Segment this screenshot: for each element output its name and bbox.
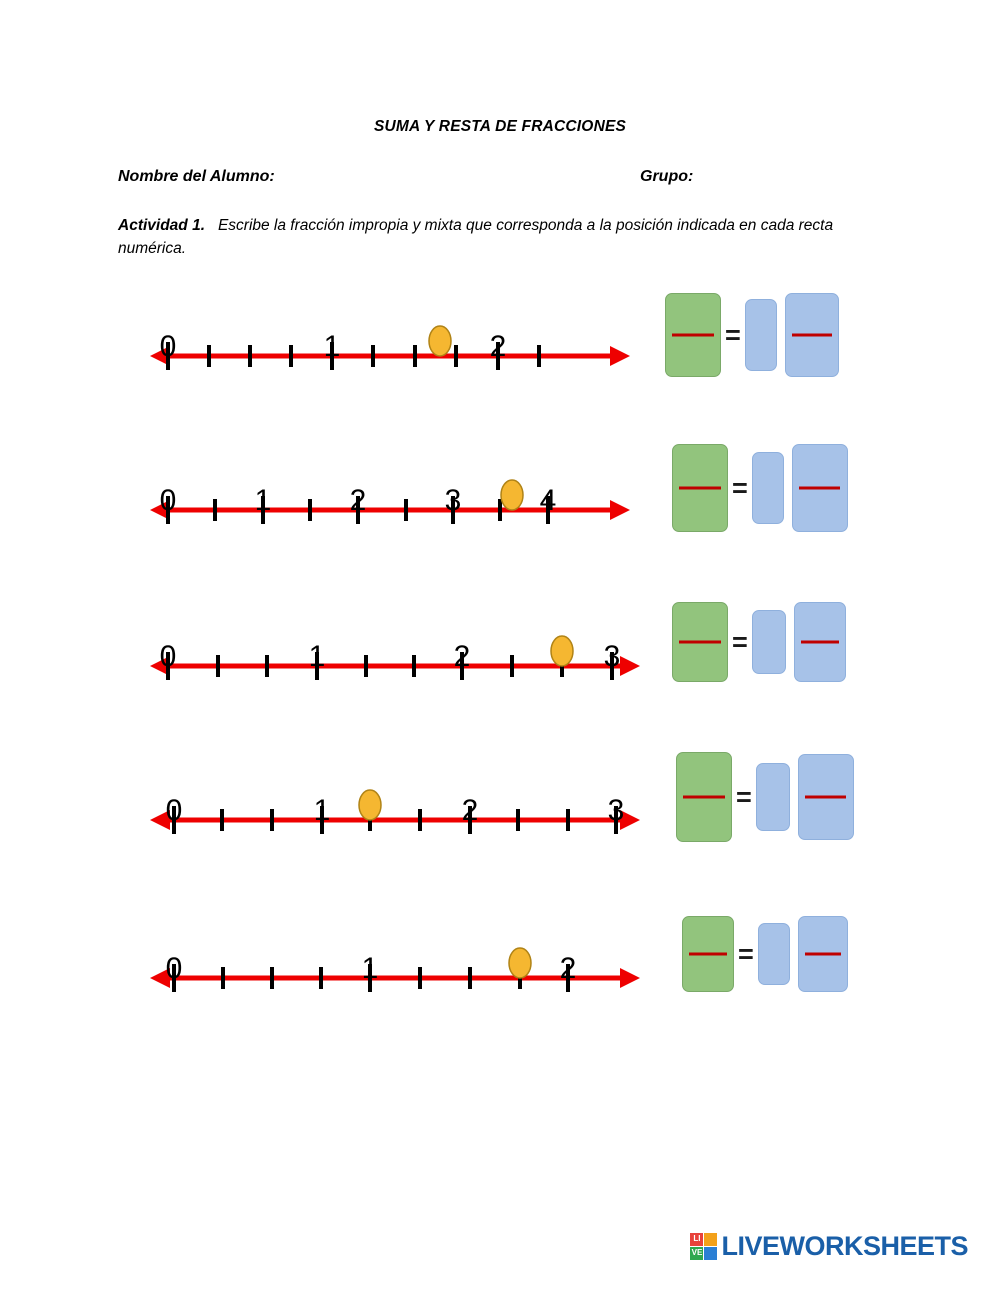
improper-fraction-input-5[interactable] xyxy=(682,916,734,992)
tick-label: 4 xyxy=(539,484,557,517)
tick-label: 1 xyxy=(313,794,331,827)
number-line-4 xyxy=(150,778,640,842)
tick-label: 3 xyxy=(444,484,462,517)
mixed-whole-input-1[interactable] xyxy=(745,299,777,371)
liveworksheets-cube-icon xyxy=(690,1233,717,1260)
tick-label: 0 xyxy=(165,794,183,827)
mixed-fraction-input-2[interactable] xyxy=(792,444,848,532)
tick-label: 2 xyxy=(489,330,507,363)
position-marker xyxy=(501,480,523,510)
tick-label: 2 xyxy=(349,484,367,517)
mixed-fraction-input-5[interactable] xyxy=(798,916,848,992)
cube-tile-blank-2 xyxy=(704,1247,717,1260)
fraction-bar xyxy=(679,641,720,644)
student-info-row xyxy=(118,168,878,186)
fraction-bar xyxy=(792,334,832,337)
fraction-bar xyxy=(801,641,839,644)
liveworksheets-wordmark: LIVEWORKSHEETS xyxy=(721,1230,968,1261)
fraction-bar xyxy=(683,796,724,799)
number-line-3 xyxy=(150,624,640,688)
tick-label: 0 xyxy=(165,952,183,985)
answer-group-1 xyxy=(665,293,839,377)
position-marker xyxy=(551,636,573,666)
tick-label: 1 xyxy=(254,484,272,517)
tick-label: 2 xyxy=(453,640,471,673)
mixed-fraction-input-3[interactable] xyxy=(794,602,846,682)
fraction-bar xyxy=(799,487,840,490)
fraction-bar xyxy=(679,487,720,490)
tick-label: 1 xyxy=(323,330,341,363)
cube-tile-li: LI xyxy=(690,1233,703,1246)
mixed-whole-input-2[interactable] xyxy=(752,452,784,524)
answer-group-4 xyxy=(676,752,854,842)
fraction-bar xyxy=(805,796,846,799)
fraction-bar xyxy=(805,953,842,956)
activity-number: Actividad 1. xyxy=(118,217,205,234)
exercise-row-1 xyxy=(0,288,1000,438)
tick-label: 0 xyxy=(159,330,177,363)
position-marker xyxy=(509,948,531,978)
mixed-fraction-input-4[interactable] xyxy=(798,754,854,840)
position-marker xyxy=(429,326,451,356)
tick-label: 0 xyxy=(159,484,177,517)
student-name-label: Nombre del Alumno: xyxy=(118,168,275,185)
equals-sign: = xyxy=(736,781,752,812)
mixed-whole-input-3[interactable] xyxy=(752,610,786,674)
improper-fraction-input-3[interactable] xyxy=(672,602,728,682)
cube-tile-ve: VE xyxy=(690,1247,703,1260)
number-line-1 xyxy=(150,314,630,378)
page-title: SUMA Y RESTA DE FRACCIONES xyxy=(373,118,627,135)
exercise-row-5 xyxy=(0,910,1000,1060)
fraction-bar xyxy=(689,953,727,956)
tick-label: 1 xyxy=(361,952,379,985)
tick-label: 2 xyxy=(461,794,479,827)
position-marker xyxy=(359,790,381,820)
equals-sign: = xyxy=(738,938,754,969)
exercise-row-2 xyxy=(0,442,1000,592)
tick-label: 1 xyxy=(308,640,326,673)
exercise-row-4 xyxy=(0,752,1000,902)
tick-label: 2 xyxy=(559,952,577,985)
exercise-row-3 xyxy=(0,598,1000,748)
activity-text: Escribe la fracción impropia y mixta que corresponda a la posición indicada en cada recta numérica. xyxy=(118,217,834,258)
answer-group-2 xyxy=(672,444,848,532)
mixed-whole-input-4[interactable] xyxy=(756,763,790,831)
liveworksheets-logo[interactable] xyxy=(690,1229,968,1263)
activity-instructions xyxy=(118,214,893,261)
mixed-fraction-input-1[interactable] xyxy=(785,293,839,377)
answer-group-5 xyxy=(682,916,848,992)
fraction-bar xyxy=(672,334,713,337)
tick-label: 3 xyxy=(603,640,621,673)
equals-sign: = xyxy=(725,319,741,350)
improper-fraction-input-2[interactable] xyxy=(672,444,728,532)
answer-group-3 xyxy=(672,602,846,682)
group-label: Grupo: xyxy=(640,168,694,185)
equals-sign: = xyxy=(732,472,748,503)
equals-sign: = xyxy=(732,626,748,657)
improper-fraction-input-4[interactable] xyxy=(676,752,732,842)
tick-label: 3 xyxy=(607,794,625,827)
cube-tile-blank-1 xyxy=(704,1233,717,1246)
mixed-whole-input-5[interactable] xyxy=(758,923,790,985)
number-line-2 xyxy=(150,468,630,532)
improper-fraction-input-1[interactable] xyxy=(665,293,721,377)
tick-label: 0 xyxy=(159,640,177,673)
